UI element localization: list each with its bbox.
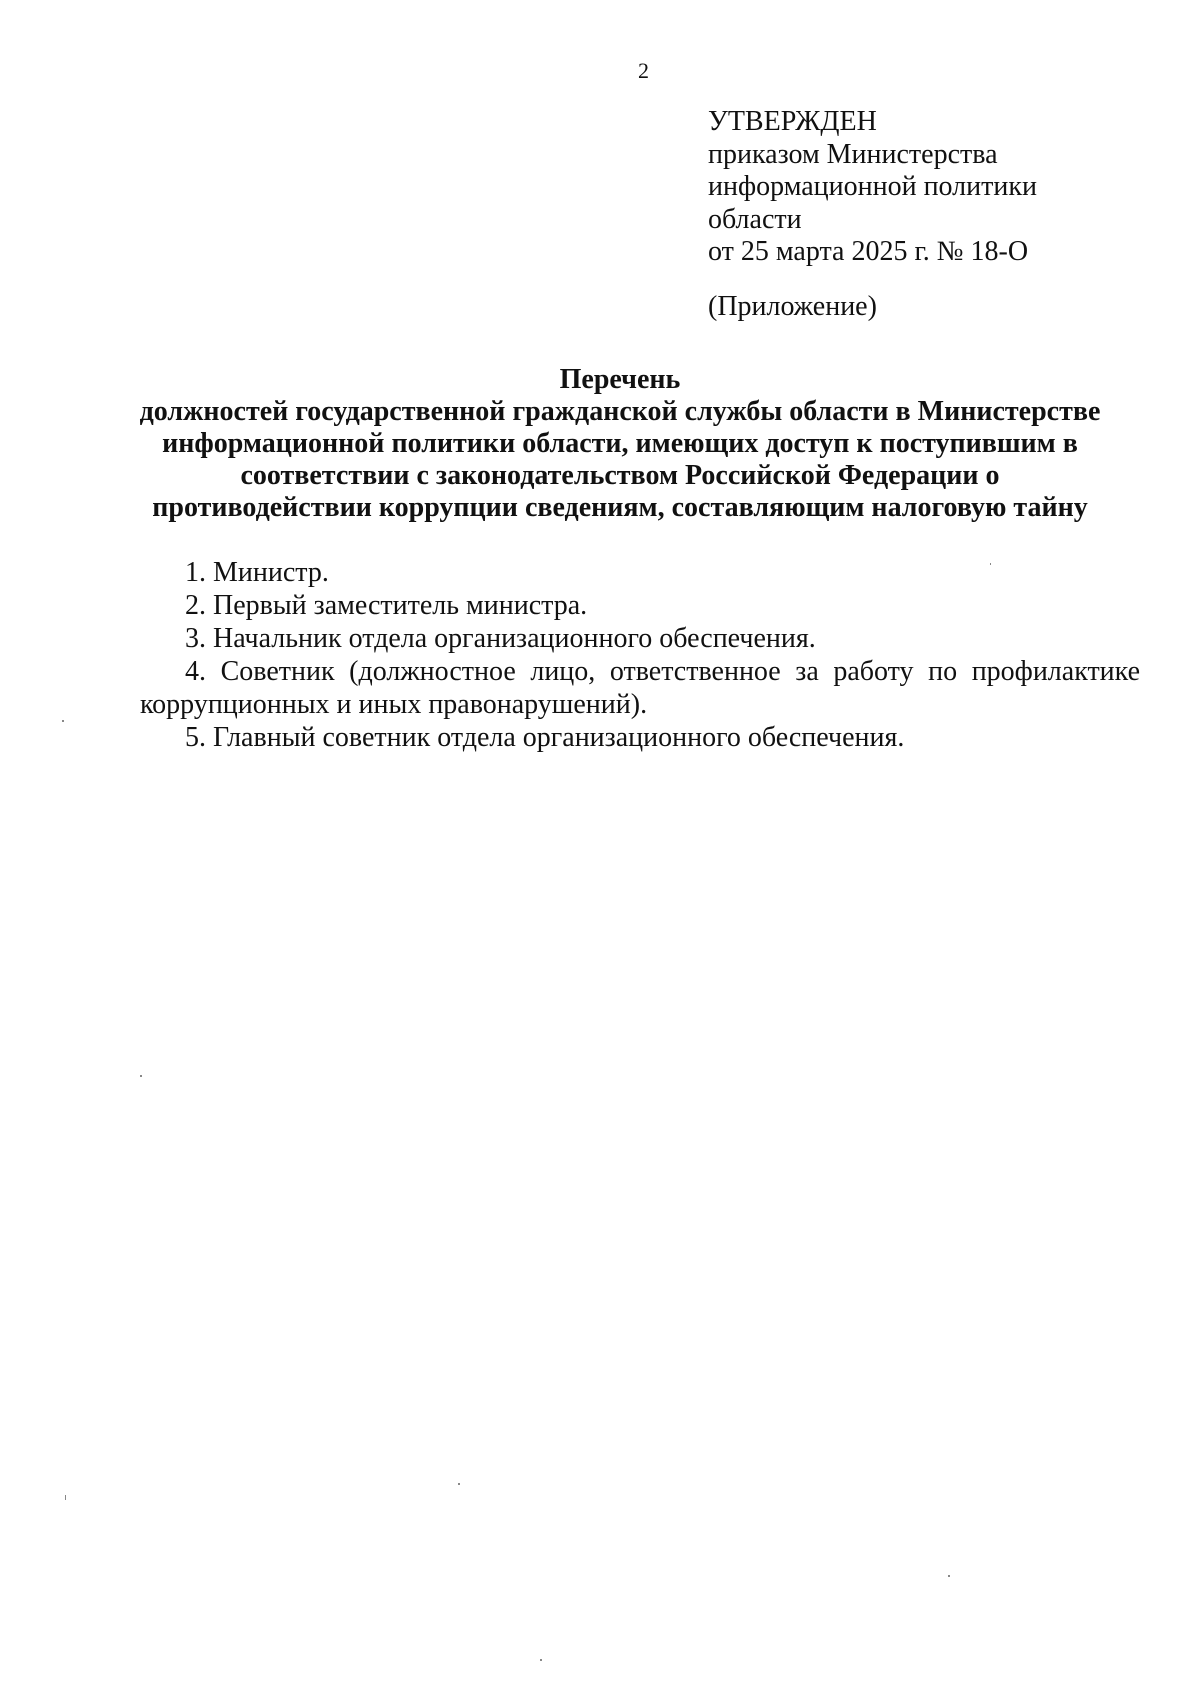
list-item: 4. Советник (должностное лицо, ответственное за работу по профилактике коррупционных и иных правонарушений). <box>140 656 1140 720</box>
title-heading: Перечень <box>559 364 681 395</box>
scan-speck <box>62 720 64 722</box>
list-item: 5. Главный советник отдела организационного обеспечения. <box>185 722 905 753</box>
approval-line: приказом Министерства <box>708 138 998 170</box>
approval-date-number: от 25 марта 2025 г. № 18-О <box>708 236 1029 267</box>
approval-line: области <box>708 203 802 235</box>
document-title <box>120 364 1120 524</box>
scan-speck <box>458 1483 460 1485</box>
scan-speck <box>140 1075 142 1077</box>
scan-speck <box>990 563 991 565</box>
appendix-label: (Приложение) <box>708 290 877 322</box>
title-line: соответствии с законодательством Российской Федерации о <box>240 460 1000 491</box>
scan-speck <box>948 1575 950 1577</box>
scan-speck <box>65 1495 66 1500</box>
scan-speck <box>540 1659 542 1661</box>
positions-list <box>140 556 1140 754</box>
approval-line: информационной политики <box>708 171 1037 202</box>
title-line: информационной политики области, имеющих доступ к поступившим в <box>162 428 1078 459</box>
list-item: 1. Министр. <box>185 557 329 588</box>
title-line: противодействии коррупции сведениям, составляющим налоговую тайну <box>152 492 1088 523</box>
list-item: 3. Начальник отдела организационного обеспечения. <box>185 623 816 654</box>
approval-stamp-block <box>708 106 1037 323</box>
list-item: 2. Первый заместитель министра. <box>185 590 588 621</box>
title-line: должностей государственной гражданской службы области в Министерстве <box>139 396 1101 427</box>
page-number: 2 <box>638 58 649 83</box>
approval-heading: УТВЕРЖДЕН <box>708 106 877 137</box>
